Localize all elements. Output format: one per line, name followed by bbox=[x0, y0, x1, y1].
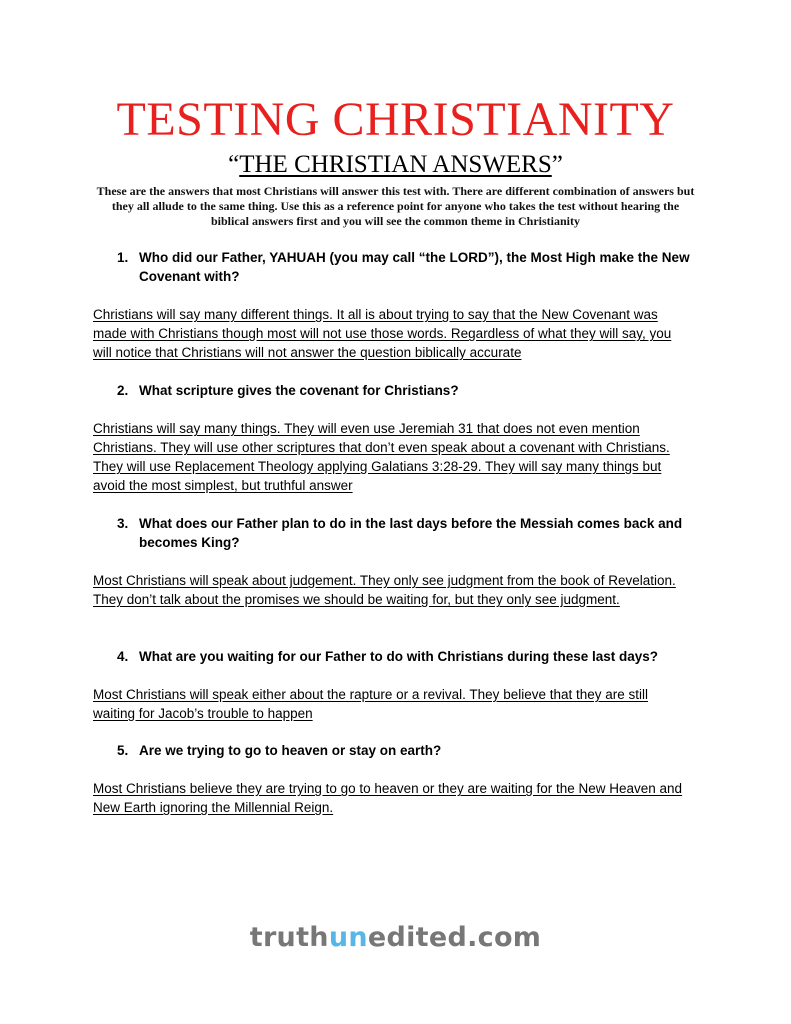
answer-5: Most Christians believe they are trying to go to heaven or they are waiting for the New Heaven and New Earth ignoring the Millennial Reign. bbox=[93, 781, 683, 815]
question-text: Who did our Father, YAHUAH (you may call “the LORD”), the Most High make the New Covenant with? bbox=[139, 250, 690, 284]
question-number: 4. bbox=[117, 649, 129, 664]
question-4 bbox=[117, 647, 699, 666]
question-number: 1. bbox=[117, 250, 129, 265]
footer-website-logo bbox=[0, 920, 791, 956]
subtitle-open-quote: “ bbox=[228, 151, 240, 178]
page-subtitle bbox=[0, 150, 791, 180]
question-text: What scripture gives the covenant for Christians? bbox=[139, 383, 459, 398]
question-text: What are you waiting for our Father to do with Christians during these last days? bbox=[139, 649, 659, 664]
question-1 bbox=[117, 248, 699, 286]
answer-4: Most Christians will speak either about the rapture or a revival. They believe that they are still waiting for Jacob’s trouble to happen bbox=[93, 687, 649, 721]
footer-text-edited: edited.com bbox=[367, 922, 542, 953]
question-text: What does our Father plan to do in the last days before the Messiah comes back and becomes King? bbox=[139, 516, 683, 550]
question-text: Are we trying to go to heaven or stay on earth? bbox=[139, 743, 442, 758]
subtitle-close-quote: ” bbox=[551, 151, 563, 178]
page-title: TESTING CHRISTIANITY bbox=[116, 93, 675, 146]
subtitle-text: THE CHRISTIAN ANSWERS bbox=[239, 151, 552, 178]
question-3 bbox=[117, 514, 699, 552]
footer-text-truth: truth bbox=[249, 922, 329, 953]
question-5 bbox=[117, 741, 699, 760]
question-number: 5. bbox=[117, 743, 129, 758]
question-number: 3. bbox=[117, 516, 129, 531]
footer-text-un: un bbox=[328, 922, 368, 953]
question-2 bbox=[117, 381, 699, 400]
answer-1: Christians will say many different things. It all is about trying to say that the New Covenant was made with Christians though most will not use those words. Regardless of what they will say, you will notice that Christians will not answer the question biblically accurate bbox=[93, 307, 672, 360]
answer-3: Most Christians will speak about judgement. They only see judgment from the book of Revelation. They don’t talk about the promises we should be waiting for, but they only see judgment. bbox=[93, 573, 676, 607]
question-number: 2. bbox=[117, 383, 129, 398]
intro-paragraph: These are the answers that most Christians will answer this test with. There are different combination of answers but they all allude to the same thing. Use this as a reference point for anyone who takes the test without hearing the biblical answers first and you will see the common theme in Christianity bbox=[96, 184, 695, 228]
answer-2: Christians will say many things. They will even use Jeremiah 31 that does not even mention Christians. They will use other scriptures that don’t even speak about a covenant with Christians. They will use Replacement Theology applying Galatians 3:28-29. They will say many things but avoid the most simplest, but truthful answer bbox=[93, 421, 670, 493]
